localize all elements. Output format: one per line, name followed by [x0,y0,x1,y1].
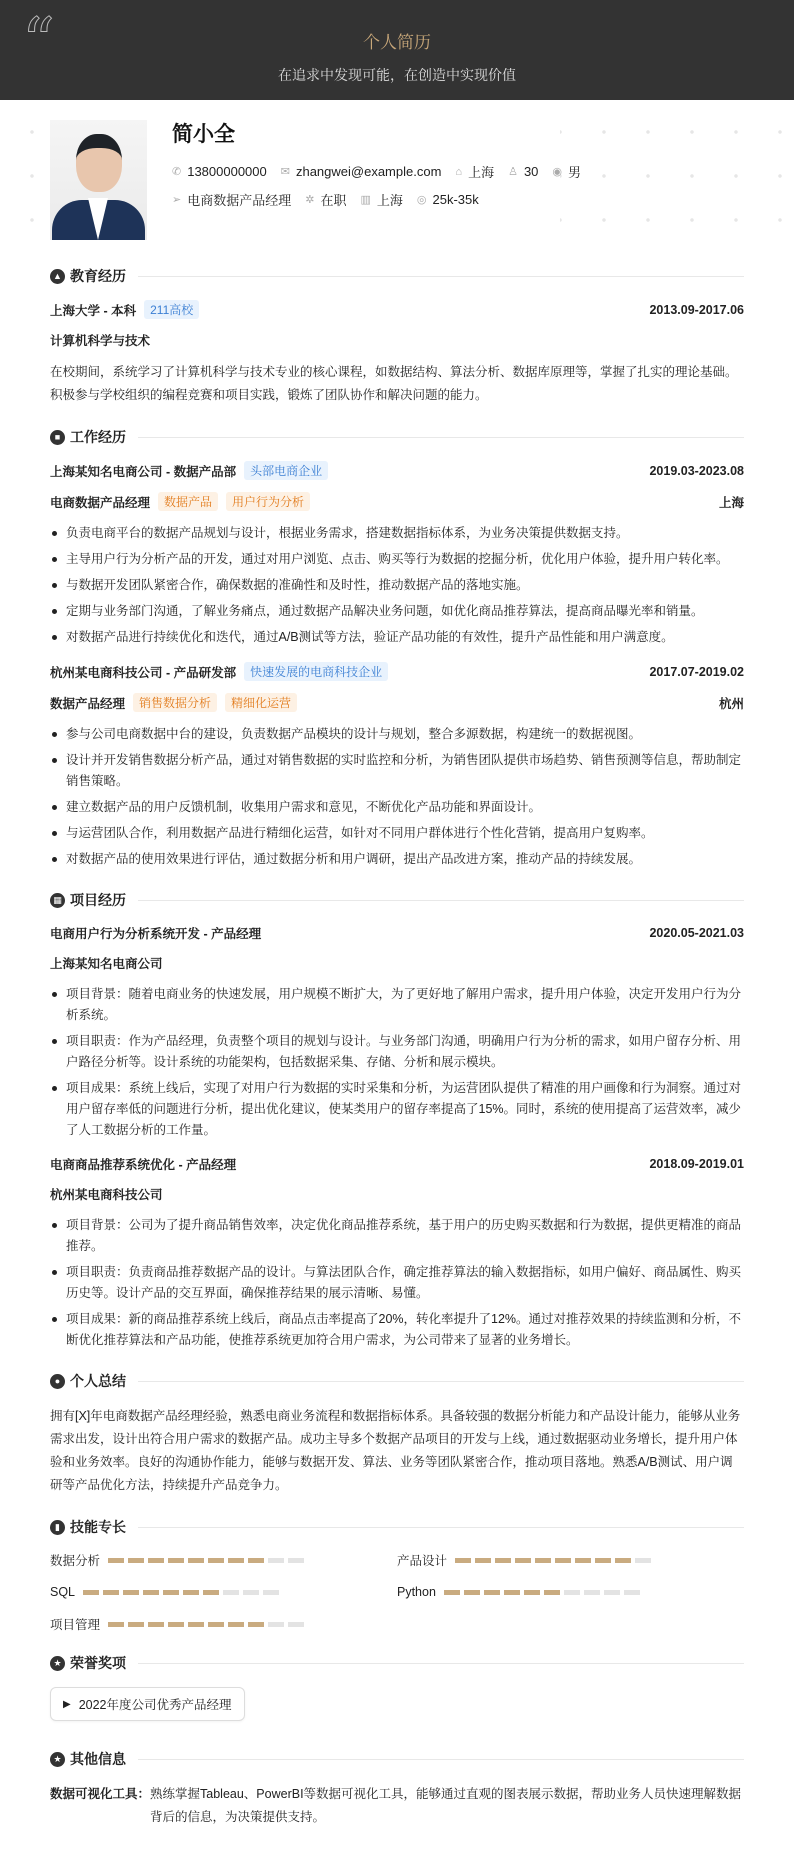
phone: 13800000000 [187,164,267,179]
company-row [50,662,744,681]
skill-level-segment [83,1590,99,1595]
edu-desc: 在校期间，系统学习了计算机科学与技术专业的核心课程，如数据结构、算法分析、数据库原理等，掌握了扎实的理论基础。积极参与学校组织的编程竞赛和项目实践，锻炼了团队协作和解决问题的能力。 [50,365,738,402]
work-entry [50,662,744,870]
section-title: 其他信息 [70,1751,126,1767]
list-item: 项目背景：公司为了提升商品销售效率，决定优化商品推荐系统，基于用户的历史购买数据和行为数据，提供更精准的商品推荐。 [50,1215,744,1257]
skill-level-segment [604,1590,620,1595]
skill-level-segment [228,1558,244,1563]
skill-level-segment [444,1590,460,1595]
list-item: 对数据产品的使用效果进行评估，通过数据分析和用户调研，提出产品改进方案，推动产品的持续发展。 [50,849,744,870]
company-tag: 快速发展的电商科技企业 [244,662,388,681]
skill-level-segment [143,1590,159,1595]
company-left [50,461,328,480]
role-left [50,492,310,511]
skill-level-segment [148,1558,164,1563]
project-company-row [50,1185,744,1203]
info-icon: ★ [50,1752,65,1767]
skill-level-segment [564,1590,580,1595]
skill-level-segment [168,1558,184,1563]
skill-level-segment [268,1558,284,1563]
skill-level-segment [188,1622,204,1627]
skill-level-segment [595,1558,611,1563]
skill-name: SQL [50,1585,76,1599]
skill-level-segment [248,1558,264,1563]
list-item: 项目成果：系统上线后，实现了对用户行为数据的实时采集和分析，为运营团队提供了精准的用户画像和行为洞察。通过对用户留存率低的问题进行分析，提出优化建议，使某类用户的留存率提高了15%。同时，系统的使用提高了运营效率，减少了人工数据分析的工作量。 [50,1078,744,1141]
quote-icon: “ [22,5,55,79]
profile [0,100,794,250]
project-company-row [50,954,744,972]
project-title: 电商商品推荐系统优化 - 产品经理 [50,1158,237,1172]
skill-item [50,1551,397,1569]
list-item: 项目职责：作为产品经理，负责整个项目的规划与设计。与业务部门沟通，明确用户行为分析的需求，如用户留存分析、用户路径分析等。设计系统的功能架构，包括数据采集、存储、分析和展示模块。 [50,1031,744,1073]
age-icon: ♙ [508,166,518,178]
work-city: 上海 [376,193,403,208]
building-icon: ▥ [360,194,371,206]
phone-icon: ✆ [172,166,182,178]
list-item: 定期与业务部门沟通，了解业务痛点，通过数据产品解决业务问题，如优化商品推荐算法，提高商品曝光率和销量。 [50,601,744,622]
project-row [50,924,744,942]
other-label: 数据可视化工具： [50,1787,151,1801]
skill-item [50,1615,397,1633]
skill-name: 产品设计 [397,1554,448,1568]
skill-level-segment [103,1590,119,1595]
user-icon: ● [50,1374,65,1389]
section-work [50,427,744,447]
major: 计算机科学与技术 [50,334,151,348]
work-city: 杭州 [718,696,744,711]
award-text: 2022年度公司优秀产品经理 [78,1698,232,1712]
work-entry [50,461,744,648]
skill-level-segment [248,1622,264,1627]
skill-level-segment [263,1590,279,1595]
list-item: 项目成果：新的商品推荐系统上线后，商品点击率提高了20%，转化率提升了12%。通过对推荐效果的持续监测和分析，不断优化推荐算法和产品功能，使推荐系统更加符合用户需求，为公司带来了显著的业务增长。 [50,1309,744,1351]
bullet-list [50,523,744,648]
role-row [50,492,744,511]
award-icon: ★ [50,1656,65,1671]
skill-level-segment [128,1622,144,1627]
skill-level-bar [108,1622,304,1627]
role-tag: 精细化运营 [225,693,297,712]
work-city: 上海 [718,495,744,510]
skill-item [397,1551,744,1569]
send-icon: ➢ [172,194,182,206]
skill-level-bar [108,1558,304,1563]
briefcase-icon: ■ [50,430,65,445]
role: 数据产品经理 [50,696,126,711]
salary-icon: ◎ [416,194,427,206]
project-entry [50,1155,744,1351]
skill-name: Python [397,1585,436,1599]
skill-level-segment [615,1558,631,1563]
age: 30 [523,164,539,179]
skill-level-segment [624,1590,640,1595]
skill-level-segment [455,1558,471,1563]
skill-item [397,1585,744,1599]
company: 上海某知名电商公司 - 数据产品部 [50,464,237,479]
gender: 男 [568,165,582,180]
company-row [50,461,744,480]
other-text: 熟练掌握Tableau、PowerBI等数据可视化工具，能够通过直观的图表展示数据，帮助业务人员快速理解数据背后的信息，为决策提供支持。 [150,1787,742,1824]
skill-level-segment [524,1590,540,1595]
status-icon: ✲ [305,194,315,206]
skill-level-segment [243,1590,259,1595]
skill-level-segment [635,1558,651,1563]
award-item [50,1687,245,1721]
skill-level-segment [555,1558,571,1563]
role: 电商数据产品经理 [50,495,151,510]
page-header [0,0,794,100]
skill-level-segment [223,1590,239,1595]
location: 上海 [468,165,495,180]
skill-level-segment [183,1590,199,1595]
triangle-right-icon: ▶ [63,1698,71,1710]
mail-icon: ✉ [280,166,290,178]
skill-level-segment [584,1590,600,1595]
list-item: 与运营团队合作，利用数据产品进行精细化运营，如针对不同用户群体进行个性化营销，提高用户复购率。 [50,823,744,844]
summary-text: 拥有[X]年电商数据产品经理经验，熟悉电商业务流程和数据指标体系。具备较强的数据分析能力和产品设计能力，能够从业务需求出发，设计出符合用户需求的数据产品。成功主导多个数据产品项目的开发与上线，通过数据驱动业务增长，提升用户体验和业务效率。良好的沟通协作能力，能够与数据开发、算法、业务等团队紧密合作，推动项目落地。熟悉A/B测试、用户调研等产品优化方法，持续提升产品竞争力。 [50,1409,741,1492]
project-date: 2020.05-2021.03 [649,926,744,940]
company-left [50,662,388,681]
list-item: 与数据开发团队紧密合作，确保数据的准确性和及时性，推动数据产品的落地实施。 [50,575,744,596]
section-title: 技能专长 [70,1519,126,1535]
skill-level-segment [208,1558,224,1563]
skill-level-segment [123,1590,139,1595]
list-item: 项目背景：随着电商业务的快速发展，用户规模不断扩大，为了更好地了解用户需求，提升用户体验，决定开发用户行为分析系统。 [50,984,744,1026]
skill-level-segment [464,1590,480,1595]
edu-date: 2013.09-2017.06 [649,302,744,317]
role-tag: 用户行为分析 [226,492,310,511]
skill-level-segment [535,1558,551,1563]
home-icon: ⌂ [455,165,463,178]
skill-level-bar [444,1590,640,1595]
work-date: 2017.07-2019.02 [649,664,744,679]
list-item: 对数据产品进行持续优化和迭代，通过A/B测试等方法，验证产品功能的有效性，提升产品性能和用户满意度。 [50,627,744,648]
section-summary [50,1371,744,1391]
project-date: 2018.09-2019.01 [649,1157,744,1171]
skill-level-segment [484,1590,500,1595]
skill-level-segment [168,1622,184,1627]
section-skills [50,1517,744,1537]
candidate-name: 简小全 [172,123,235,146]
skill-level-segment [188,1558,204,1563]
list-item: 建立数据产品的用户反馈机制，收集用户需求和意见，不断优化产品功能和界面设计。 [50,797,744,818]
page-title: 个人简历 [363,33,431,52]
skill-level-segment [128,1558,144,1563]
section-title: 工作经历 [70,429,126,445]
section-title: 教育经历 [70,268,126,284]
skill-level-segment [495,1558,511,1563]
skill-level-segment [163,1590,179,1595]
skill-level-segment [108,1622,124,1627]
list-item: 项目职责：负责商品推荐数据产品的设计。与算法团队合作，确定推荐算法的输入数据指标，如用户偏好、商品属性、购买历史等。设计产品的交互界面，确保推荐结果的展示清晰、易懂。 [50,1262,744,1304]
school-tag: 211高校 [144,300,199,319]
skill-level-segment [108,1558,124,1563]
project-row [50,1155,744,1173]
avatar [50,120,147,240]
section-title: 项目经历 [70,892,126,908]
section-awards [50,1653,744,1673]
skill-level-bar [455,1558,651,1563]
project-title: 电商用户行为分析系统开发 - 产品经理 [50,927,262,941]
skill-level-segment [575,1558,591,1563]
graduation-cap-icon: ▲ [50,269,65,284]
email: zhangwei@example.com [295,164,442,179]
list-item: 负责电商平台的数据产品规划与设计，根据业务需求，搭建数据指标体系，为业务决策提供数据支持。 [50,523,744,544]
section-title: 荣誉奖项 [70,1655,126,1671]
list-item: 设计并开发销售数据分析产品，通过对销售数据的实时监控和分析，为销售团队提供市场趋势、销售预测等信息，帮助制定销售策略。 [50,750,744,792]
section-projects [50,890,744,910]
grid-icon: ▦ [50,893,65,908]
skill-level-bar [83,1590,279,1595]
role-left [50,693,297,712]
project-company: 杭州某电商科技公司 [50,1188,163,1202]
role-tag: 数据产品 [158,492,218,511]
role-row [50,693,744,712]
skill-item [50,1585,397,1599]
skill-level-segment [475,1558,491,1563]
skill-level-segment [288,1622,304,1627]
role-tag: 销售数据分析 [133,693,217,712]
bullet-list [50,984,744,1141]
salary: 25k-35k [432,192,479,207]
skill-level-segment [203,1590,219,1595]
job-intent-row [172,190,479,209]
skill-name: 项目管理 [50,1618,101,1632]
page-subtitle: 在追求中发现可能，在创造中实现价值 [278,67,516,83]
company: 杭州某电商科技公司 - 产品研发部 [50,665,237,680]
skill-level-segment [148,1622,164,1627]
company-tag: 头部电商企业 [244,461,328,480]
section-education [50,266,744,286]
skill-level-segment [504,1590,520,1595]
skill-level-segment [268,1622,284,1627]
school: 上海大学 - 本科 [50,303,137,318]
list-item: 主导用户行为分析产品的开发，通过对用户浏览、点击、购买等行为数据的挖掘分析，优化用户体验，提升用户转化率。 [50,549,744,570]
bar-chart-icon: ▮ [50,1520,65,1535]
skill-name: 数据分析 [50,1554,101,1568]
bullet-list [50,724,744,870]
skill-level-segment [544,1590,560,1595]
skill-level-segment [515,1558,531,1563]
project-company: 上海某知名电商公司 [50,957,163,971]
contact-row [172,162,581,181]
gender-icon: ◉ [552,166,563,178]
work-date: 2019.03-2023.08 [649,463,744,478]
position: 电商数据产品经理 [187,193,292,208]
status: 在职 [320,193,347,208]
other-info [50,1783,744,1829]
skill-level-segment [228,1622,244,1627]
bullet-list [50,1215,744,1351]
section-other [50,1749,744,1769]
skill-level-segment [288,1558,304,1563]
section-title: 个人总结 [70,1373,126,1389]
list-item: 参与公司电商数据中台的建设，负责数据产品模块的设计与规划，整合多源数据，构建统一的数据视图。 [50,724,744,745]
skill-level-segment [208,1622,224,1627]
project-entry [50,924,744,1141]
